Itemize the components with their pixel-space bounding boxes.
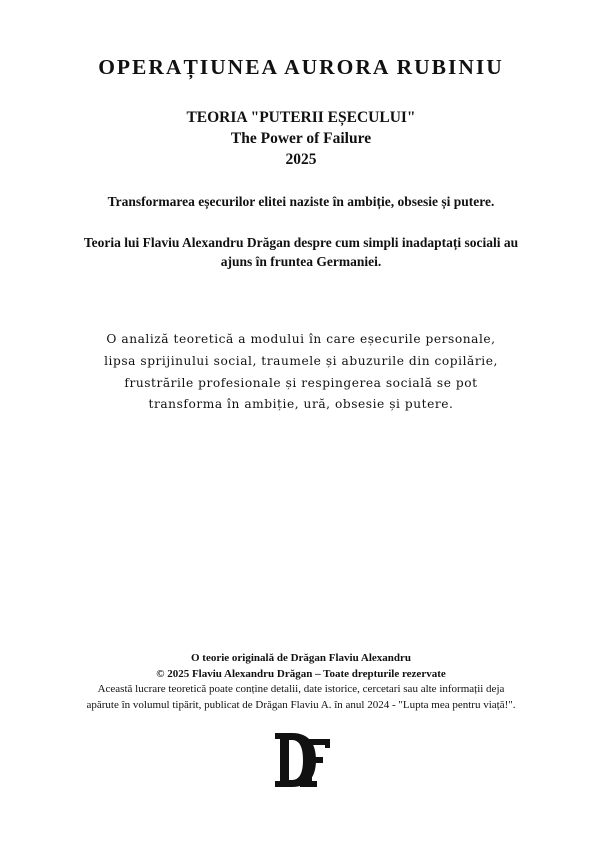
publication-note: apărute în volumul tipărit, publicat de Drăgan Flaviu A. în anul 2024 - "Lupta mea pentru viață!". <box>86 698 516 711</box>
publication-year: 2025 <box>285 151 317 168</box>
abstract-line: frustrările profesionale și respingerea socială se pot <box>124 375 478 390</box>
document-title: OPERAȚIUNEA AURORA RUBINIU <box>98 55 504 79</box>
credits-block <box>30 651 572 713</box>
author-credit: O teorie originală de Drăgan Flaviu Alexandru <box>191 652 411 664</box>
tagline: Transformarea eșecurilor elitei naziste în ambiție, obsesie și putere. <box>107 194 495 209</box>
subtitle-block <box>0 107 602 170</box>
subtitle-romanian: TEORIA "PUTERII EȘECULUI" <box>186 109 416 126</box>
abstract-line: transforma în ambiție, ură, obsesie și putere. <box>148 397 454 412</box>
abstract-line: O analiză teoretică a modului în care eșecurile personale, <box>106 332 496 346</box>
abstract-line: lipsa sprijinului social, traumele și abuzurile din copilărie, <box>104 353 498 368</box>
df-logo <box>272 731 332 789</box>
copyright-notice: © 2025 Flaviu Alexandru Drăgan – Toate drepturile rezervate <box>156 667 446 680</box>
publication-note: Această lucrare teoretică poate conține detalii, date istorice, cercetari sau alte informații deja <box>97 683 505 695</box>
theory-description: Teoria lui Flaviu Alexandru Drăgan despre cum simpli inadaptați sociali au ajuns în fruntea Germaniei. <box>83 235 519 269</box>
subtitle-english: The Power of Failure <box>230 130 372 147</box>
abstract <box>48 329 554 416</box>
